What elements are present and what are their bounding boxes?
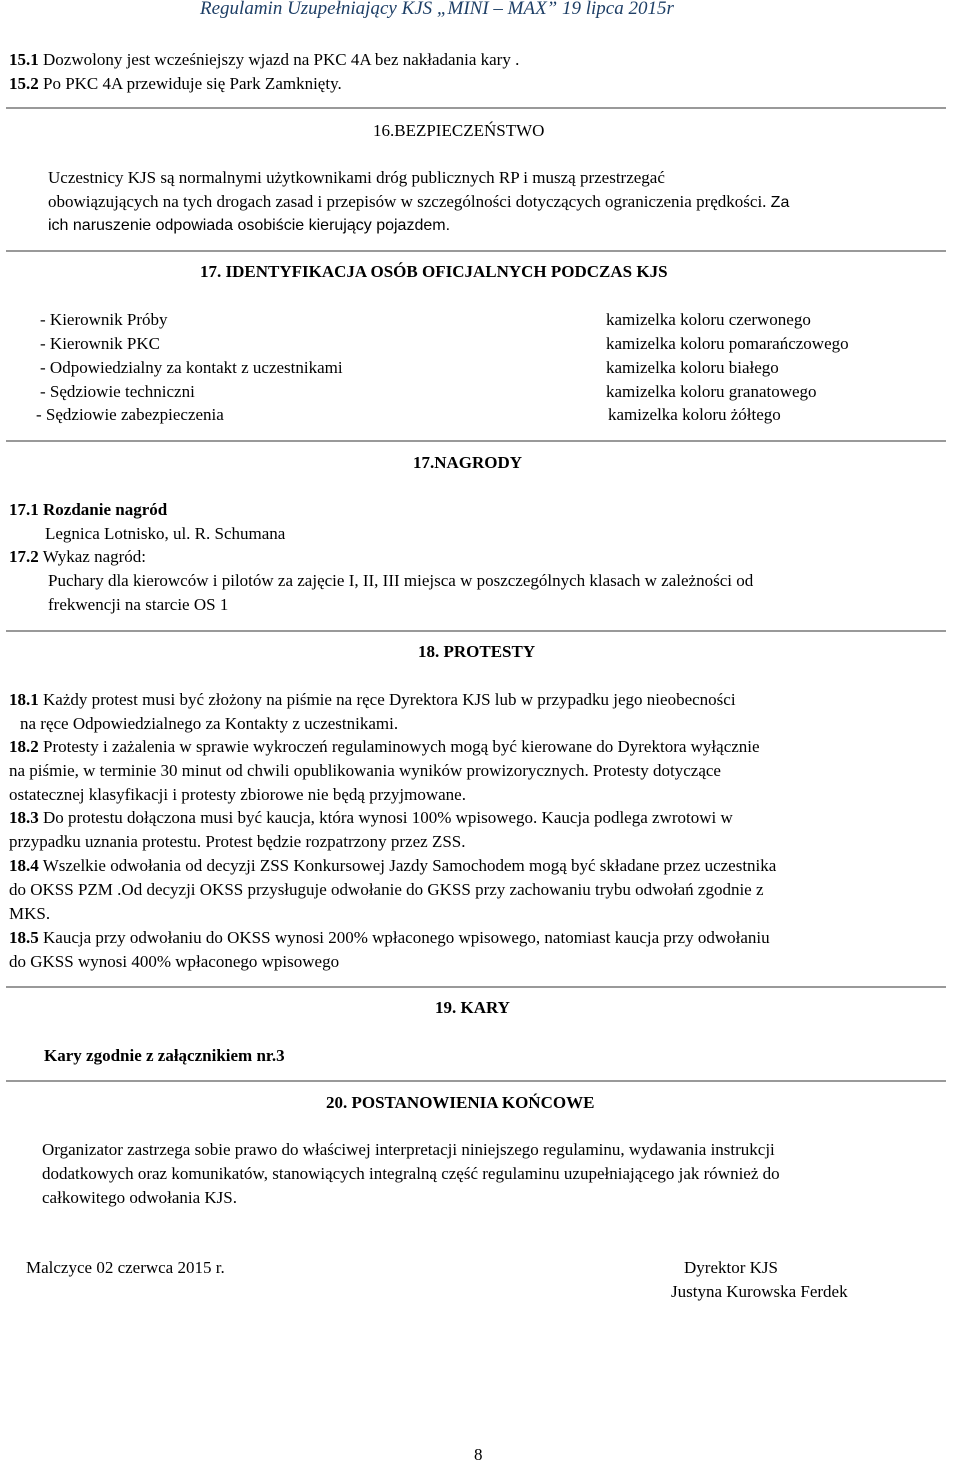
paragraph-text: Dozwolony jest wcześniejszy wjazd na PKC 4A bez nakładania kary . <box>43 50 520 69</box>
official-vest: kamizelka koloru pomarańczowego <box>606 334 849 353</box>
awards-place: Legnica Lotnisko, ul. R. Schumana <box>45 524 286 543</box>
paragraph-number: 17.2 <box>9 547 39 566</box>
protest-18-4-line-2: do OKSS PZM .Od decyzji OKSS przysługuje odwołanie do GKSS przy zachowaniu trybu odwołań zgodnie z <box>9 880 764 899</box>
paragraph-number: 18.3 <box>9 808 39 827</box>
section-17-identification-title: 17. IDENTYFIKACJA OSÓB OFICJALNYCH PODCZAS KJS <box>200 262 668 281</box>
paragraph-text: Każdy protest musi być złożony na piśmie na ręce Dyrektora KJS lub w przypadku jego nieobecności <box>43 690 736 709</box>
awards-ceremony-heading: 17.1 Rozdanie nagród <box>9 500 168 519</box>
official-role: - Odpowiedzialny za kontakt z uczestnikami <box>40 358 343 377</box>
signature-title: Dyrektor KJS <box>684 1258 778 1277</box>
protest-18-4-line-3: MKS. <box>9 904 51 923</box>
section-divider <box>6 440 946 442</box>
signature-name: Justyna Kurowska Ferdek <box>671 1282 848 1301</box>
section-divider <box>6 107 946 109</box>
protest-18-2-line-1 <box>9 737 760 757</box>
paragraph-number: 18.5 <box>9 928 39 947</box>
paragraph-text: Protesty i zażalenia w sprawie wykroczeń regulaminowych mogą być kierowane do Dyrektora wyłącznie <box>43 737 760 756</box>
paragraph-text: Wszelkie odwołania od decyzji ZSS Konkursowej Jazdy Samochodem mogą być składane przez uczestnika <box>42 856 777 875</box>
section-17-awards-title: 17.NAGRODY <box>413 453 523 472</box>
paragraph-number: 15.2 <box>9 74 39 93</box>
paragraph-text: Po PKC 4A przewiduje się Park Zamknięty. <box>43 74 342 93</box>
official-vest: kamizelka koloru żółtego <box>608 405 781 424</box>
official-role: - Kierownik PKC <box>40 334 160 353</box>
official-role: - Kierownik Próby <box>40 310 168 329</box>
section-divider <box>6 630 946 632</box>
penalties-text: Kary zgodnie z załącznikiem nr.3 <box>44 1046 285 1065</box>
place-and-date: Malczyce 02 czerwca 2015 r. <box>26 1258 225 1277</box>
section-19-title: 19. KARY <box>435 998 510 1017</box>
final-provisions-line-3: całkowitego odwołania KJS. <box>42 1188 237 1207</box>
safety-line-2-text: obowiązujących na tych drogach zasad i przepisów w szczególności dotyczących ograniczenia prędkości. <box>48 192 767 211</box>
official-vest: kamizelka koloru białego <box>606 358 779 377</box>
awards-list-heading <box>9 547 146 567</box>
safety-line-1: Uczestnicy KJS są normalnymi użytkownikami dróg publicznych RP i muszą przestrzegać <box>48 168 665 187</box>
paragraph-number: 18.1 <box>9 690 39 709</box>
protest-18-1-line-1 <box>9 690 736 710</box>
official-vest: kamizelka koloru granatowego <box>606 382 817 401</box>
protest-18-1-line-2: na ręce Odpowiedzialnego za Kontakty z uczestnikami. <box>20 714 399 733</box>
official-role: - Sędziowie zabezpieczenia <box>36 405 224 424</box>
paragraph-number: 18.4 <box>9 856 39 875</box>
paragraph-text: Wykaz nagród: <box>42 547 146 566</box>
paragraph-text: Do protestu dołączona musi być kaucja, która wynosi 100% wpisowego. Kaucja podlega zwrotowi w <box>43 808 733 827</box>
awards-desc-line-1: Puchary dla kierowców i pilotów za zajęcie I, II, III miejsca w poszczególnych klasach w zależności od <box>48 571 754 590</box>
final-provisions-line-2: dodatkowych oraz komunikatów, stanowiących integralną część regulaminu uzupełniającego jak również do <box>42 1164 780 1183</box>
section-divider <box>6 250 946 252</box>
paragraph-number: 15.1 <box>9 50 39 69</box>
final-provisions-line-1: Organizator zastrzega sobie prawo do właściwej interpretacji niniejszego regulaminu, wydawania instrukcji <box>42 1140 775 1159</box>
official-vest: kamizelka koloru czerwonego <box>606 310 811 329</box>
paragraph-text: Kaucja przy odwołaniu do OKSS wynosi 200% wpłaconego wpisowego, natomiast kaucja przy odwołaniu <box>43 928 770 947</box>
protest-18-3-line-2: przypadku uznania protestu. Protest będzie rozpatrzony przez ZSS. <box>9 832 466 851</box>
awards-desc-line-2: frekwencji na starcie OS 1 <box>48 595 229 614</box>
safety-line-2-tail: Za <box>770 194 790 211</box>
protest-18-2-line-3: ostatecznej klasyfikacji i protesty zbiorowe nie będą przyjmowane. <box>9 785 466 804</box>
page-number: 8 <box>474 1445 483 1464</box>
paragraph-15-1 <box>9 50 519 70</box>
safety-line-3: ich naruszenie odpowiada osobiście kierujący pojazdem. <box>48 217 451 234</box>
paragraph-number: 18.2 <box>9 737 39 756</box>
safety-line-2 <box>48 192 789 213</box>
section-divider <box>6 986 946 988</box>
protest-18-5-line-1 <box>9 928 770 948</box>
section-18-title: 18. PROTESTY <box>418 642 536 661</box>
section-20-title: 20. POSTANOWIENIA KOŃCOWE <box>326 1093 595 1112</box>
protest-18-3-line-1 <box>9 808 733 828</box>
paragraph-15-2 <box>9 74 342 94</box>
protest-18-4-line-1 <box>9 856 776 876</box>
section-16-title: 16.BEZPIECZEŃSTWO <box>373 121 545 140</box>
protest-18-5-line-2: do GKSS wynosi 400% wpłaconego wpisowego <box>9 952 340 971</box>
protest-18-2-line-2: na piśmie, w terminie 30 minut od chwili opublikowania wyników prowizorycznych. Protesty dotyczące <box>9 761 721 780</box>
page-header: Regulamin Uzupełniający KJS „MINI – MAX” 19 lipca 2015r <box>200 0 674 19</box>
official-role: - Sędziowie techniczni <box>40 382 195 401</box>
section-divider <box>6 1080 946 1082</box>
